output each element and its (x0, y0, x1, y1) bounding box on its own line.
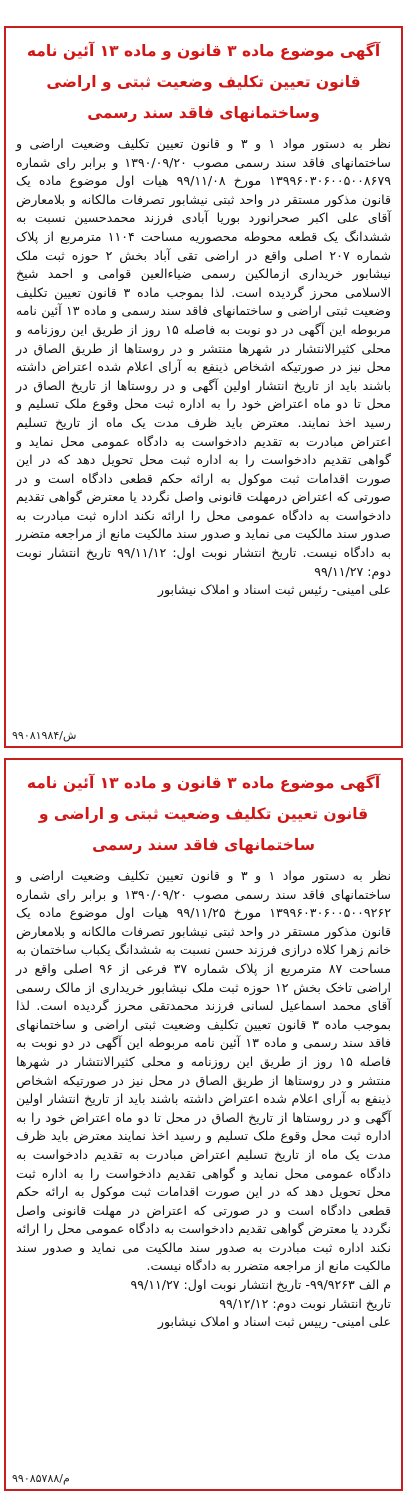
notice-2-body (16, 867, 391, 1276)
notice-2-title: آگهی موضوع ماده ۳ قانون و ماده ۱۳ آئین نامه قانون تعیین تکلیف وضعیت ثبتی و اراضی و ساختمانهای فاقد سند رسمی (26, 774, 381, 854)
notice-2-text: نظر به دستور مواد ۱ و ۳ و قانون تعیین تکلیف وضعیت اراضی و ساختمانهای فاقد سند رسمی مصوب ۱۳۹۰/۰۹/۲۰ و برابر رای شماره ۱۳۹۹۶۰۳۰۶۰۰۵۰۰۹۲۶۲ مورخ ۹۹/۱۱/۲۵ هیات اول موضوع ماده یک قانون مذکور مستقر در واحد ثبتی نیشابور تصرفات مالکانه و بلامعارض خانم زهرا کلاه درازی فرزند حسن نسبت به ششدانگ یکباب ساختمان به مساحت ۸۷ مترمربع از پلاک شماره ۳۷ فرعی از ۹۶ اصلی واقع در اراضی تاخک بخش ۱۲ حوزه ثبت ملک نیشابور خریداری از مالک رسمی آقای محمد اسماعیل لسانی فرزند محمدتقی محرز گردیده است. لذا بموجب ماده ۳ قانون تعیین تکلیف وضعیت ثبتی اراضی و ساختمانهای فاقد سند رسمی و ماده ۱۳ آئین نامه مربوطه این آگهی در دو نوبت به فاصله ۱۵ روز از طریق این روزنامه و محلی کثیرالانتشار در شهرها منتشر و در روستاها از طریق الصاق در محل نیز در صورتیکه اشخاص ذینفع به آرای اعلام شده اعتراض داشته باشند باید از تاریخ انتشار اولین آگهی و در روستاها از تاریخ الصاق در محل تا دو ماه اعتراض خود را به اداره ثبت محل وقوع ملک تسلیم و رسید اخذ نمایند معترض باید ظرف مدت یک ماه از تاریخ تسلیم اعتراض مبادرت به تقدیم دادخواست به دادگاه عمومی محل نماید و گواهی تقدیم دادخواست را به اداره ثبت محل تحویل دهد که در این صورت اقدامات ثبت موکول به ارائه حکم قطعی دادگاه است و در صورتی که اعتراض در مهلت قانونی واصل نگردد یا معترض گواهی تقدیم دادخواست به دادگاه عمومی محل را ارائه نکند اداره ثبت مبادرت به صدور سند مالکیت می نماید و صدور سند مالکیت مانع از مراجعه متضرر به دادگاه نیست. (16, 868, 392, 1274)
notice-1-text: نظر به دستور مواد ۱ و ۳ و قانون تعیین تکلیف وضعیت اراضی و ساختمانهای فاقد سند رسمی مصوب ۱۳۹۰/۰۹/۲۰ و برابر رای شماره ۱۳۹۹۶۰۳۰۶۰۰۵۰۰۸۶۷۹ مورخ ۹۹/۱۱/۰۸ هیات اول موضوع ماده یک قانون مذکور مستقر در واحد ثبتی نیشابور تصرفات مالکانه و بلامعارض آقای علی اکبر صحرانورد بوریا آبادی فرزند محمدحسین نسبت به ششدانگ یک قطعه محوطه محصوریه مساحت ۱۱۰۴ مترمربع از پلاک شماره ۲۰۷ اصلی واقع در اراضی تقی آباد بخش ۲ حوزه ثبت ملک نیشابور خریداری ازمالکین رسمی ضیاءالعین قوامی و احمد شیخ الاسلامی محرز گردیده است. لذا بموجب ماده ۳ قانون تعیین تکلیف وضعیت ثبتی اراضی و ساختمانهای فاقد سند رسمی و ماده ۱۳ آئین نامه مربوطه این آگهی در دو نوبت به فاصله ۱۵ روز از طریق این روزنامه و محلی کثیرالانتشار در شهرها منتشر و در روستاها از طریق الصاق در محل نیز در صورتیکه اشخاص ذینفع به آرای اعلام شده اعتراض داشته باشند باید از تاریخ انتشار اولین آگهی و در روستاها از تاریخ الصاق در محل تا دو ماه اعتراض خود را به اداره ثبت محل وقوع ملک تسلیم و رسید اخذ نمایند. معترض باید ظرف مدت یک ماه از تاریخ تسلیم اعتراض مبادرت به تقدیم دادخواست به دادگاه عمومی محل نماید و گواهی تقدیم دادخواست را به اداره ثبت محل تحویل دهد که در این صورت اقدامات ثبت موکول به ارائه حکم قطعی دادگاه است و در صورتی که اعتراض درمهلت قانونی واصل نگردد یا معترض گواهی تقدیم دادخواست به دادگاه عمومی محل را ارائه نکند اداره ثبت مبادرت به صدور سند مالکیت می نماید و صدور سند مالکیت مانع از مراجعه متضرر به دادگاه نیست. تاریخ انتشار نوبت اول: ۹۹/۱۱/۱۲ تاریخ انتشار نوبت دوم: ۹۹/۱۱/۲۷ (16, 136, 392, 579)
notice-1-title: آگهی موضوع ماده ۳ قانون و ماده ۱۳ آئین نامه قانون تعیین تکلیف وضعیت ثبتی و اراضی وساختمانهای فاقد سند رسمی (26, 42, 381, 122)
notice-2-second-date: تاریخ انتشار نوبت دوم: ۹۹/۱۲/۱۲ (219, 1295, 391, 1311)
notice-2-signature: علی امینی- رییس ثبت اسناد و املاک نیشابور (157, 1314, 391, 1330)
notice-1-code: ۹۹۰۸۱۹۸۴/ش (12, 729, 77, 742)
notice-1-signature: علی امینی- رئیس ثبت اسناد و املاک نیشابور (157, 582, 391, 598)
notice-2-publication-dates: م الف ۹۹/۹۲۶۳- تاریخ انتشار نوبت اول: ۹۹/۱۱/۲۷ (130, 1277, 391, 1293)
notice-1 (4, 26, 403, 748)
notice-2 (4, 758, 403, 1491)
notice-1-body (16, 135, 391, 581)
notice-2-code: ۹۹۰۸۵۷۸۸/م (12, 1472, 70, 1485)
